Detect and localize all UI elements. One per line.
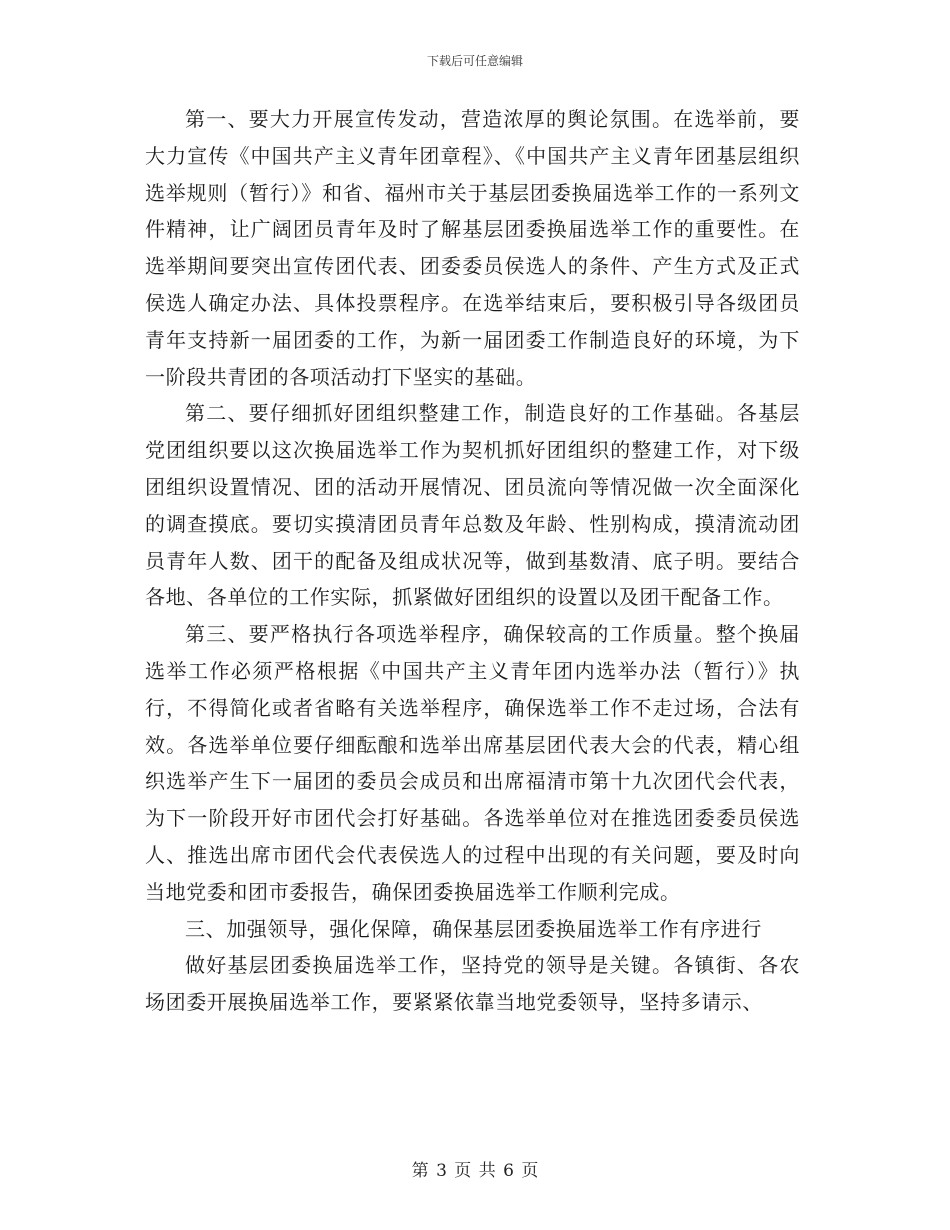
page-header: 下载后可任意编辑: [426, 54, 523, 68]
page-footer: 第 3 页 共 6 页: [411, 1161, 539, 1181]
document-body: [145, 101, 800, 1021]
paragraph-1: 第一、要大力开展宣传发动，营造浓厚的舆论氛围。在选举前，要大力宣传《中国共产主义青年团章程》、《中国共产主义青年团基层组织选举规则（暂行）》和省、福州市关于基层团委换届选举工作的一系列文件精神，让广阔团员青年及时了解基层团委换届选举工作的重要性。在选举期间要突出宣传团代表、团委委员侯选人的条件、产生方式及正式侯选人确定办法、具体投票程序。在选举结束后，要积极引导各级团员青年支持新一届团委的工作，为新一届团委工作制造良好的环境，为下一阶段共青团的各项活动打下坚实的基础。: [145, 107, 800, 389]
section-heading: 三、加强领导，强化保障，确保基层团委换届选举工作有序进行: [185, 916, 762, 941]
paragraph-2: 第二、要仔细抓好团组织整建工作，制造良好的工作基础。各基层党团组织要以这次换届选举工作为契机抓好团组织的整建工作，对下级团组织设置情况、团的活动开展情况、团员流向等情况做一次全面深化的调查摸底。要切实摸清团员青年总数及年龄、性别构成，摸清流动团员青年人数、团干的配备及组成状况等，做到基数清、底子明。要结合各地、各单位的工作实际，抓紧做好团组织的设置以及团干配备工作。: [145, 401, 800, 610]
paragraph-4: 做好基层团委换届选举工作，坚持党的领导是关键。各镇街、各农场团委开展换届选举工作，要紧紧依靠当地党委领导，坚持多请示、: [145, 953, 800, 1015]
paragraph-3: 第三、要严格执行各项选举程序，确保较高的工作质量。整个换届选举工作必须严格根据《中国共产主义青年团内选举办法（暂行）》执行，不得简化或者省略有关选举程序，确保选举工作不走过场，合法有效。各选举单位要仔细酝酿和选举出席基层团代表大会的代表，精心组织选举产生下一届团的委员会成员和出席福清市第十九次团代会代表，为下一阶段开好市团代会打好基础。各选举单位对在推选团委委员侯选人、推选出席市团代会代表侯选人的过程中出现的有关问题，要及时向当地党委和团市委报告，确保团委换届选举工作顺利完成。: [145, 622, 800, 904]
